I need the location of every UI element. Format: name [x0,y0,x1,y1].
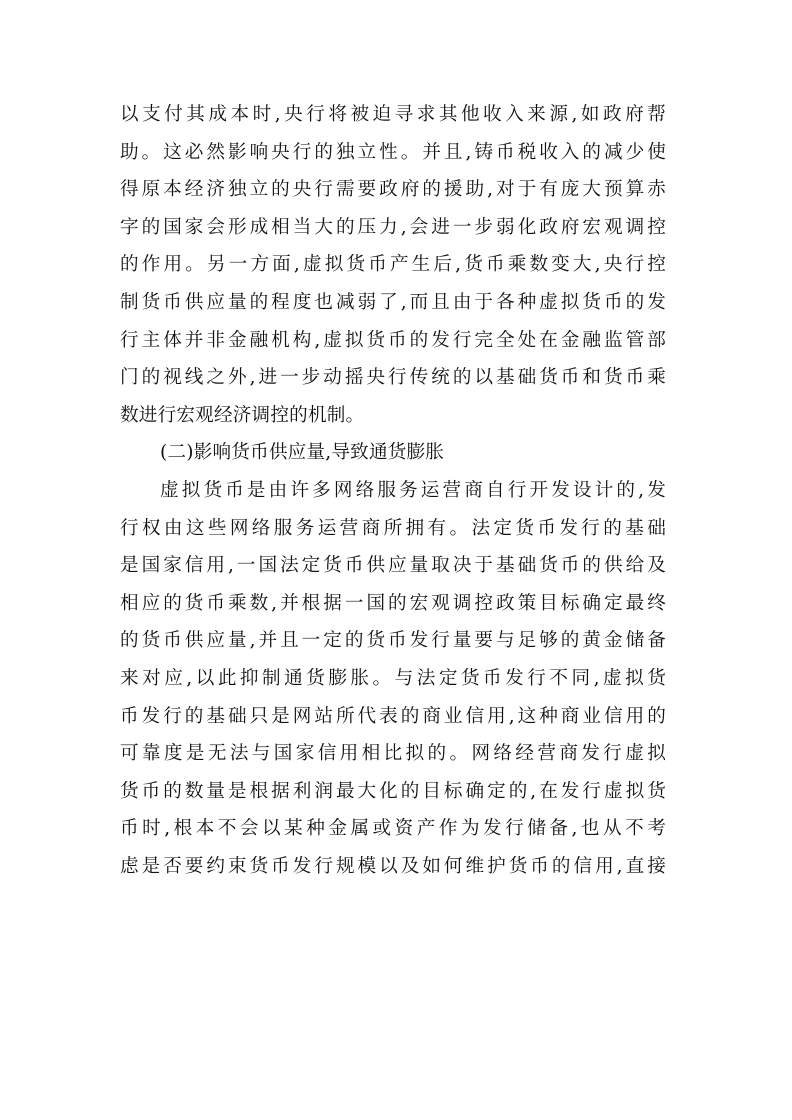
text-line: 制货币供应量的程度也减弱了,而且由于各种虚拟货币的发 [120,291,666,313]
text-line: 币时,根本不会以某种金属或资产作为发行储备,也从不考 [120,818,666,840]
text-line: 的货币供应量,并且一定的货币发行量要与足够的黄金储备 [120,630,666,652]
document-page [120,96,666,885]
text-line: 的作用。另一方面,虚拟货币产生后,货币乘数变大,央行控 [120,254,666,276]
text-line: 行权由这些网络服务运营商所拥有。法定货币发行的基础 [120,517,666,539]
text-line: 币发行的基础只是网站所代表的商业信用,这种商业信用的 [120,705,666,727]
paragraph-1 [120,96,666,434]
text-line: 数进行宏观经济调控的机制。 [120,404,365,426]
paragraph-2 [120,472,666,886]
text-line: 可靠度是无法与国家信用相比拟的。网络经营商发行虚拟 [120,743,666,765]
text-line: 助。这必然影响央行的独立性。并且,铸币税收入的减少使 [120,141,666,163]
text-line: 虑是否要约束货币发行规模以及如何维护货币的信用,直接 [120,855,666,877]
text-line: 来对应,以此抑制通货膨胀。与法定货币发行不同,虚拟货 [120,667,666,689]
text-line: 以支付其成本时,央行将被迫寻求其他收入来源,如政府帮 [120,104,666,125]
section-heading: (二)影响货币供应量,导致通货膨胀 [160,442,445,464]
text-line: 门的视线之外,进一步动摇央行传统的以基础货币和货币乘 [120,367,666,389]
text-line: 货币的数量是根据利润最大化的目标确定的,在发行虚拟货 [120,780,666,802]
text-line: 是国家信用,一国法定货币供应量取决于基础货币的供给及 [120,555,666,577]
text-line: 字的国家会形成相当大的压力,会进一步弱化政府宏观调控 [120,216,666,238]
text-line: 得原本经济独立的央行需要政府的援助,对于有庞大预算赤 [120,179,666,201]
text-line: 行主体并非金融机构,虚拟货币的发行完全处在金融监管部 [120,329,666,351]
text-line: 虚拟货币是由许多网络服务运营商自行开发设计的,发 [160,479,666,501]
text-line: 相应的货币乘数,并根据一国的宏观调控政策目标确定最终 [120,592,666,614]
